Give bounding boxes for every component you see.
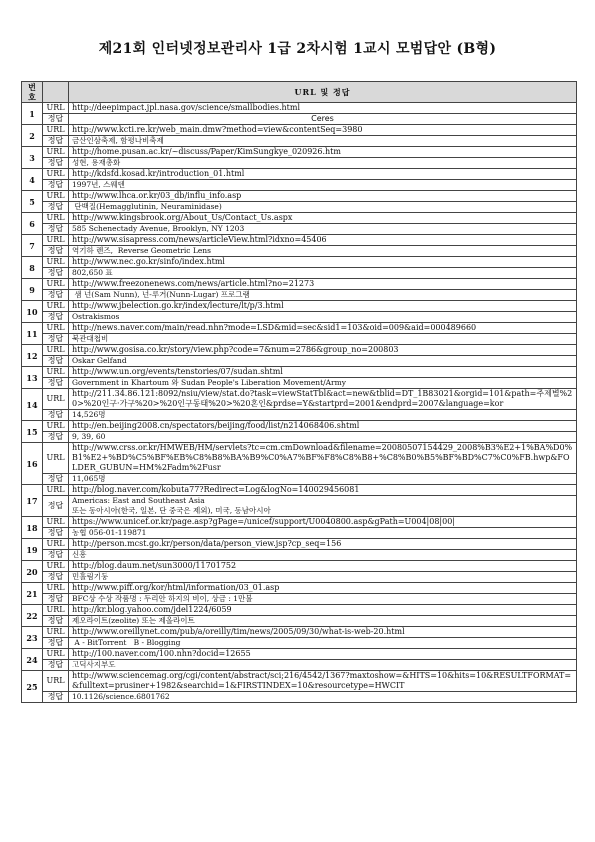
- answer-line: Ostrakismos: [72, 312, 120, 321]
- answer-value: [69, 660, 577, 671]
- answer-value: [69, 224, 577, 235]
- url-label: URL: [43, 517, 69, 528]
- answer-value: [69, 158, 577, 169]
- url-link[interactable]: http://kdsfd.kosad.kr/introduction_01.html: [69, 169, 577, 180]
- url-label: URL: [43, 649, 69, 660]
- answer-label: 정답: [43, 268, 69, 279]
- question-number: 12: [22, 345, 43, 367]
- answer-label: 정답: [43, 356, 69, 367]
- answer-value: [69, 136, 577, 147]
- url-row: [22, 367, 577, 378]
- answer-label: 정답: [43, 638, 69, 649]
- url-label: URL: [43, 539, 69, 550]
- answer-line: Americas: East and Southeast Asia: [72, 496, 205, 505]
- answer-line: 1997년, 스웨덴: [72, 180, 125, 189]
- question-number: 17: [22, 485, 43, 517]
- answer-row: [22, 114, 577, 125]
- url-link[interactable]: http://blog.naver.com/kobuta77?Redirect=Log&logNo=140029456081: [69, 485, 577, 496]
- url-row: [22, 301, 577, 312]
- url-link[interactable]: http://www.freezonenews.com/news/article.html?no=21273: [69, 279, 577, 290]
- url-row: [22, 649, 577, 660]
- answer-label: 정답: [43, 290, 69, 301]
- question-number: 10: [22, 301, 43, 323]
- answer-row: [22, 290, 577, 301]
- url-link[interactable]: http://kr.blog.yahoo.com/jdel1224/6059: [69, 605, 577, 616]
- url-label: URL: [43, 103, 69, 114]
- answer-row: [22, 334, 577, 345]
- question-number: 13: [22, 367, 43, 389]
- url-label: URL: [43, 561, 69, 572]
- url-link[interactable]: http://www.un.org/events/tenstories/07/sudan.shtml: [69, 367, 577, 378]
- url-link[interactable]: http://home.pusan.ac.kr/~discuss/Paper/KimSungkye_020926.htm: [69, 147, 577, 158]
- url-label: URL: [43, 125, 69, 136]
- answer-line: 고딕사지부도: [72, 660, 116, 669]
- answer-value: [69, 246, 577, 257]
- answer-line: 신흥: [72, 550, 87, 559]
- question-number: 23: [22, 627, 43, 649]
- header-number: 번호: [22, 82, 43, 103]
- answer-row: [22, 410, 577, 421]
- answer-row: [22, 224, 577, 235]
- question-number: 1: [22, 103, 43, 125]
- answer-value: [69, 638, 577, 649]
- answer-label: 정답: [43, 616, 69, 627]
- answer-row: [22, 312, 577, 323]
- url-label: URL: [43, 583, 69, 594]
- answer-label: 정답: [43, 692, 69, 703]
- answer-line: 역기하 렌즈, Reverse Geometric Lens: [72, 246, 211, 255]
- url-link[interactable]: https://www.unicef.or.kr/page.asp?gPage=/unicef/support/U0040800.asp&gPath=U004|08|00|: [69, 517, 577, 528]
- url-link[interactable]: http://deepimpact.jpl.nasa.gov/science/smallbodies.html: [69, 103, 577, 114]
- answer-value: [69, 290, 577, 301]
- url-link[interactable]: http://www.sciencemag.org/cgi/content/abstract/sci;216/4542/1367?maxtoshow=&HITS=10&hits=10&RESULTFORMAT=&fulltext=prusiner+1982&searchid=1&FIRSTINDEX=10&resourcetype=HWCIT: [69, 671, 577, 692]
- answer-row: [22, 692, 577, 703]
- url-row: [22, 627, 577, 638]
- answer-label: 정답: [43, 378, 69, 389]
- answer-value: [69, 594, 577, 605]
- url-link[interactable]: http://blog.daum.net/sun3000/11701752: [69, 561, 577, 572]
- answer-label: 정답: [43, 432, 69, 443]
- question-number: 24: [22, 649, 43, 671]
- answer-label: 정답: [43, 180, 69, 191]
- answer-line: 북관대첩비: [72, 334, 109, 343]
- url-label: URL: [43, 169, 69, 180]
- url-label: URL: [43, 485, 69, 496]
- answer-value: [69, 180, 577, 191]
- url-link[interactable]: http://211.34.86.121:8092/nsiu/view/stat.do?task=viewStatTbl&act=new&tblid=DT_1B83021&orgid=101&path=주제별%20>%20인구·가구%20>%20인구동태%20>%20혼인&prdse=Y&startprd=2001&endprd=2007&language=kor: [69, 389, 577, 410]
- url-row: [22, 605, 577, 616]
- answer-line: 14,526명: [72, 410, 106, 419]
- url-row: [22, 539, 577, 550]
- page-title: 제21회 인터넷정보관리사 1급 2차시험 1교시 모범답안 (B형): [98, 41, 497, 57]
- answer-value: [69, 616, 577, 627]
- answer-value: [69, 432, 577, 443]
- answer-row: [22, 496, 577, 517]
- url-row: [22, 213, 577, 224]
- url-link[interactable]: http://www.sisapress.com/news/articleView.html?idxno=45406: [69, 235, 577, 246]
- question-number: 19: [22, 539, 43, 561]
- question-number: 18: [22, 517, 43, 539]
- url-label: URL: [43, 257, 69, 268]
- answer-value: [69, 378, 577, 389]
- url-link[interactable]: http://www.lhca.or.kr/03_db/influ_info.asp: [69, 191, 577, 202]
- question-number: 16: [22, 443, 43, 485]
- answer-line: 11,065명: [72, 474, 106, 483]
- answer-line: 단백질(Hemagglutinin, Neuraminidase): [72, 202, 222, 211]
- answer-row: [22, 136, 577, 147]
- answer-row: [22, 572, 577, 583]
- answer-line: 9, 39, 60: [72, 432, 106, 441]
- answer-line: 또는 동아시아(한국, 일본, 단 중국은 제외), 미국, 동남아시아: [72, 506, 271, 515]
- answer-row: [22, 378, 577, 389]
- answer-value: [69, 496, 577, 517]
- answer-line: 10.1126/science.6801762: [72, 692, 170, 701]
- answer-value: [69, 692, 577, 703]
- answer-value: [69, 334, 577, 345]
- answer-label: 정답: [43, 224, 69, 235]
- url-label: URL: [43, 147, 69, 158]
- question-number: 4: [22, 169, 43, 191]
- url-link[interactable]: http://www.kcti.re.kr/web_main.dmw?method=view&contentSeq=3980: [69, 125, 577, 136]
- answer-row: [22, 158, 577, 169]
- url-label: URL: [43, 367, 69, 378]
- answer-line: 민홀림기둥: [72, 572, 109, 581]
- answer-line: Government in Khartoum 와 Sudan People's Liberation Movement/Army: [72, 378, 346, 387]
- url-link[interactable]: http://www.piff.org/kor/html/information/03_01.asp: [69, 583, 577, 594]
- answer-label: 정답: [43, 660, 69, 671]
- answer-row: [22, 638, 577, 649]
- question-number: 15: [22, 421, 43, 443]
- url-label: URL: [43, 213, 69, 224]
- url-row: [22, 485, 577, 496]
- url-row: [22, 169, 577, 180]
- url-label: URL: [43, 627, 69, 638]
- answer-label: 정답: [43, 594, 69, 605]
- url-row: [22, 257, 577, 268]
- answer-row: [22, 474, 577, 485]
- url-link[interactable]: http://100.naver.com/100.nhn?docid=12655: [69, 649, 577, 660]
- answer-row: [22, 660, 577, 671]
- header-spacer: [43, 82, 69, 103]
- answer-label: 정답: [43, 496, 69, 517]
- answer-row: [22, 616, 577, 627]
- answer-value: [69, 474, 577, 485]
- answer-row: [22, 528, 577, 539]
- answer-label: 정답: [43, 202, 69, 213]
- url-link[interactable]: http://www.jbelection.go.kr/index/lecture/lt/p/3.html: [69, 301, 577, 312]
- url-row: [22, 125, 577, 136]
- url-row: [22, 103, 577, 114]
- table-header-row: [22, 82, 577, 103]
- header-url-and-answer: URL 및 정답: [69, 82, 577, 103]
- question-number: 20: [22, 561, 43, 583]
- answer-line: 802,650 표: [72, 268, 113, 277]
- answer-label: 정답: [43, 246, 69, 257]
- table-body: [22, 103, 577, 703]
- answer-value: [69, 312, 577, 323]
- answer-row: [22, 246, 577, 257]
- url-row: [22, 443, 577, 474]
- url-link[interactable]: http://www.oreillynet.com/pub/a/oreilly/tim/news/2005/09/30/what-is-web-20.html: [69, 627, 577, 638]
- url-link[interactable]: http://www.kingsbrook.org/About_Us/Contact_Us.aspx: [69, 213, 577, 224]
- answer-line: 농협 056-01-119871: [72, 528, 147, 537]
- url-label: URL: [43, 421, 69, 432]
- question-number: 11: [22, 323, 43, 345]
- question-number: 2: [22, 125, 43, 147]
- answer-line: A - BitTorrent B - Blogging: [72, 638, 181, 647]
- question-number: 7: [22, 235, 43, 257]
- answer-line: Ceres: [311, 114, 334, 123]
- url-label: URL: [43, 671, 69, 692]
- answer-row: [22, 268, 577, 279]
- url-label: URL: [43, 235, 69, 246]
- answer-label: 정답: [43, 474, 69, 485]
- answer-label: 정답: [43, 136, 69, 147]
- question-number: 25: [22, 671, 43, 703]
- question-number: 21: [22, 583, 43, 605]
- answer-line: 성현, 용재총화: [72, 158, 121, 167]
- answer-value: [69, 202, 577, 213]
- url-row: [22, 671, 577, 692]
- answer-row: [22, 356, 577, 367]
- question-number: 3: [22, 147, 43, 169]
- answer-label: 정답: [43, 528, 69, 539]
- answer-value: [69, 550, 577, 561]
- url-link[interactable]: http://www.nec.go.kr/sinfo/index.html: [69, 257, 577, 268]
- url-row: [22, 517, 577, 528]
- answer-row: [22, 202, 577, 213]
- url-link[interactable]: http://person.mcst.go.kr/person/data/person_view.jsp?cp_seq=156: [69, 539, 577, 550]
- url-row: [22, 421, 577, 432]
- url-row: [22, 583, 577, 594]
- answer-value: [69, 410, 577, 421]
- answer-row: [22, 180, 577, 191]
- answer-row: [22, 432, 577, 443]
- answer-label: 정답: [43, 334, 69, 345]
- answer-value: [69, 356, 577, 367]
- answer-value: [69, 114, 577, 125]
- question-number: 6: [22, 213, 43, 235]
- url-link[interactable]: http://news.naver.com/main/read.nhn?mode=LSD&mid=sec&sid1=103&oid=009&aid=000489660: [69, 323, 577, 334]
- answer-line: 585 Schenectady Avenue, Brooklyn, NY 1203: [72, 224, 245, 233]
- answer-row: [22, 550, 577, 561]
- answer-row: [22, 594, 577, 605]
- answer-line: Oskar Gelfand: [72, 356, 127, 365]
- answer-label: 정답: [43, 158, 69, 169]
- url-link[interactable]: http://www.gosisa.co.kr/story/view.php?code=7&num=2786&group_no=200803: [69, 345, 577, 356]
- answer-label: 정답: [43, 550, 69, 561]
- answer-line: 샘 넌(Sam Nunn), 넌-루거(Nunn-Lugar) 프로그램: [72, 290, 250, 299]
- answer-label: 정답: [43, 312, 69, 323]
- url-row: [22, 235, 577, 246]
- url-label: URL: [43, 301, 69, 312]
- url-label: URL: [43, 389, 69, 410]
- answer-line: BFC상 수상 작품명 : 두리안 하지의 비이, 상금 : 1만불: [72, 594, 253, 603]
- url-row: [22, 561, 577, 572]
- question-number: 5: [22, 191, 43, 213]
- answer-line: 제오라이트(zeolite) 또는 제올라이트: [72, 616, 195, 625]
- url-link[interactable]: http://en.beijing2008.cn/spectators/beijing/food/list/n214068406.shtml: [69, 421, 577, 432]
- question-number: 8: [22, 257, 43, 279]
- url-row: [22, 323, 577, 334]
- url-link[interactable]: http://www.crss.or.kr/HMWEB/HM/servlets?tc=cm.cmDownload&filename=20080507154429_2008%B3%E2+1%BA%D0%B1%E2+%BD%C5%BF%EB%C8%B8%BA%B9%C0%A7%BF%F8%C8%B8+%C8%B0%B5%BF%BD%C7%C0%FB.hwp&FOLDER_GUBUN=HM%2Fadm%2Fusr: [69, 443, 577, 474]
- answer-table: [21, 81, 577, 703]
- url-label: URL: [43, 345, 69, 356]
- url-row: [22, 389, 577, 410]
- answer-line: 금산인삼축제, 함평나비축제: [72, 136, 164, 145]
- url-label: URL: [43, 323, 69, 334]
- url-row: [22, 345, 577, 356]
- url-row: [22, 191, 577, 202]
- question-number: 22: [22, 605, 43, 627]
- answer-value: [69, 528, 577, 539]
- url-row: [22, 147, 577, 158]
- answer-value: [69, 572, 577, 583]
- answer-value: [69, 268, 577, 279]
- url-row: [22, 279, 577, 290]
- answer-label: 정답: [43, 572, 69, 583]
- url-label: URL: [43, 605, 69, 616]
- answer-label: 정답: [43, 114, 69, 125]
- url-label: URL: [43, 191, 69, 202]
- question-number: 9: [22, 279, 43, 301]
- url-label: URL: [43, 443, 69, 474]
- answer-label: 정답: [43, 410, 69, 421]
- url-label: URL: [43, 279, 69, 290]
- question-number: 14: [22, 389, 43, 421]
